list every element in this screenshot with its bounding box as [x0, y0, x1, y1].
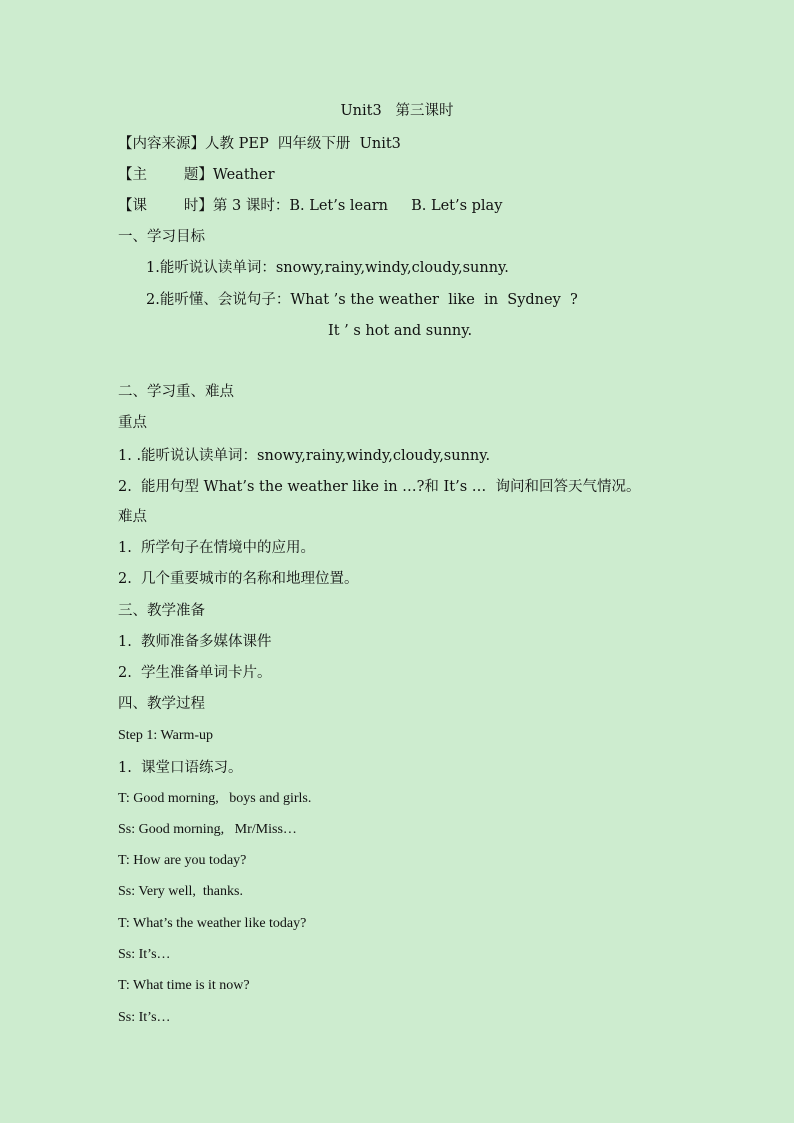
objective-item-2-answer: It ’ s hot and sunny.	[328, 323, 473, 339]
section-heading-objectives: 一、学习目标	[118, 229, 205, 245]
objective-item-2: 2.能听懂、会说句子：What ’s the weather like in Sydney ?	[146, 292, 578, 308]
key-point-item-1: 1. .能听说认读单词：snowy,rainy,windy,cloudy,sunny.	[118, 448, 491, 464]
content-source-line: 【内容来源】人教 PEP 四年级下册 Unit3	[118, 136, 401, 152]
difficult-point-item-1: 1. 所学句子在情境中的应用。	[118, 540, 316, 556]
dialogue-line: Ss: It’s…	[118, 947, 171, 962]
dialogue-line: Ss: Good morning, Mr/Miss…	[118, 822, 297, 837]
step-1-heading: Step 1: Warm-up	[118, 728, 214, 743]
step-1-item-1: 1. 课堂口语练习。	[118, 760, 243, 776]
document-title: Unit3 第三课时	[340, 103, 454, 119]
dialogue-line: T: How are you today?	[118, 853, 247, 868]
preparation-item-2: 2. 学生准备单词卡片。	[118, 665, 272, 681]
dialogue-line: Ss: Very well, thanks.	[118, 884, 243, 899]
preparation-item-1: 1. 教师准备多媒体课件	[118, 634, 272, 650]
topic-line: 【主 题】Weather	[118, 167, 275, 183]
key-points-label: 重点	[118, 415, 147, 431]
objective-item-1: 1.能听说认读单词：snowy,rainy,windy,cloudy,sunny.	[146, 260, 509, 276]
dialogue-line: T: What time is it now?	[118, 978, 250, 993]
difficult-point-item-2: 2. 几个重要城市的名称和地理位置。	[118, 571, 359, 587]
lesson-period-line: 【课 时】第 3 课时：B. Let’s learn B. Let’s play	[118, 198, 503, 214]
dialogue-line: Ss: It’s…	[118, 1010, 171, 1025]
difficult-points-label: 难点	[118, 509, 147, 525]
section-heading-process: 四、教学过程	[118, 696, 205, 712]
key-point-item-2: 2. 能用句型 What’s the weather like in …?和 It’s … 询问和回答天气情况。	[118, 479, 641, 495]
dialogue-line: T: What’s the weather like today?	[118, 916, 307, 931]
dialogue-line: T: Good morning, boys and girls.	[118, 791, 312, 806]
section-heading-preparation: 三、教学准备	[118, 603, 205, 619]
section-heading-key-points: 二、学习重、难点	[118, 384, 234, 400]
